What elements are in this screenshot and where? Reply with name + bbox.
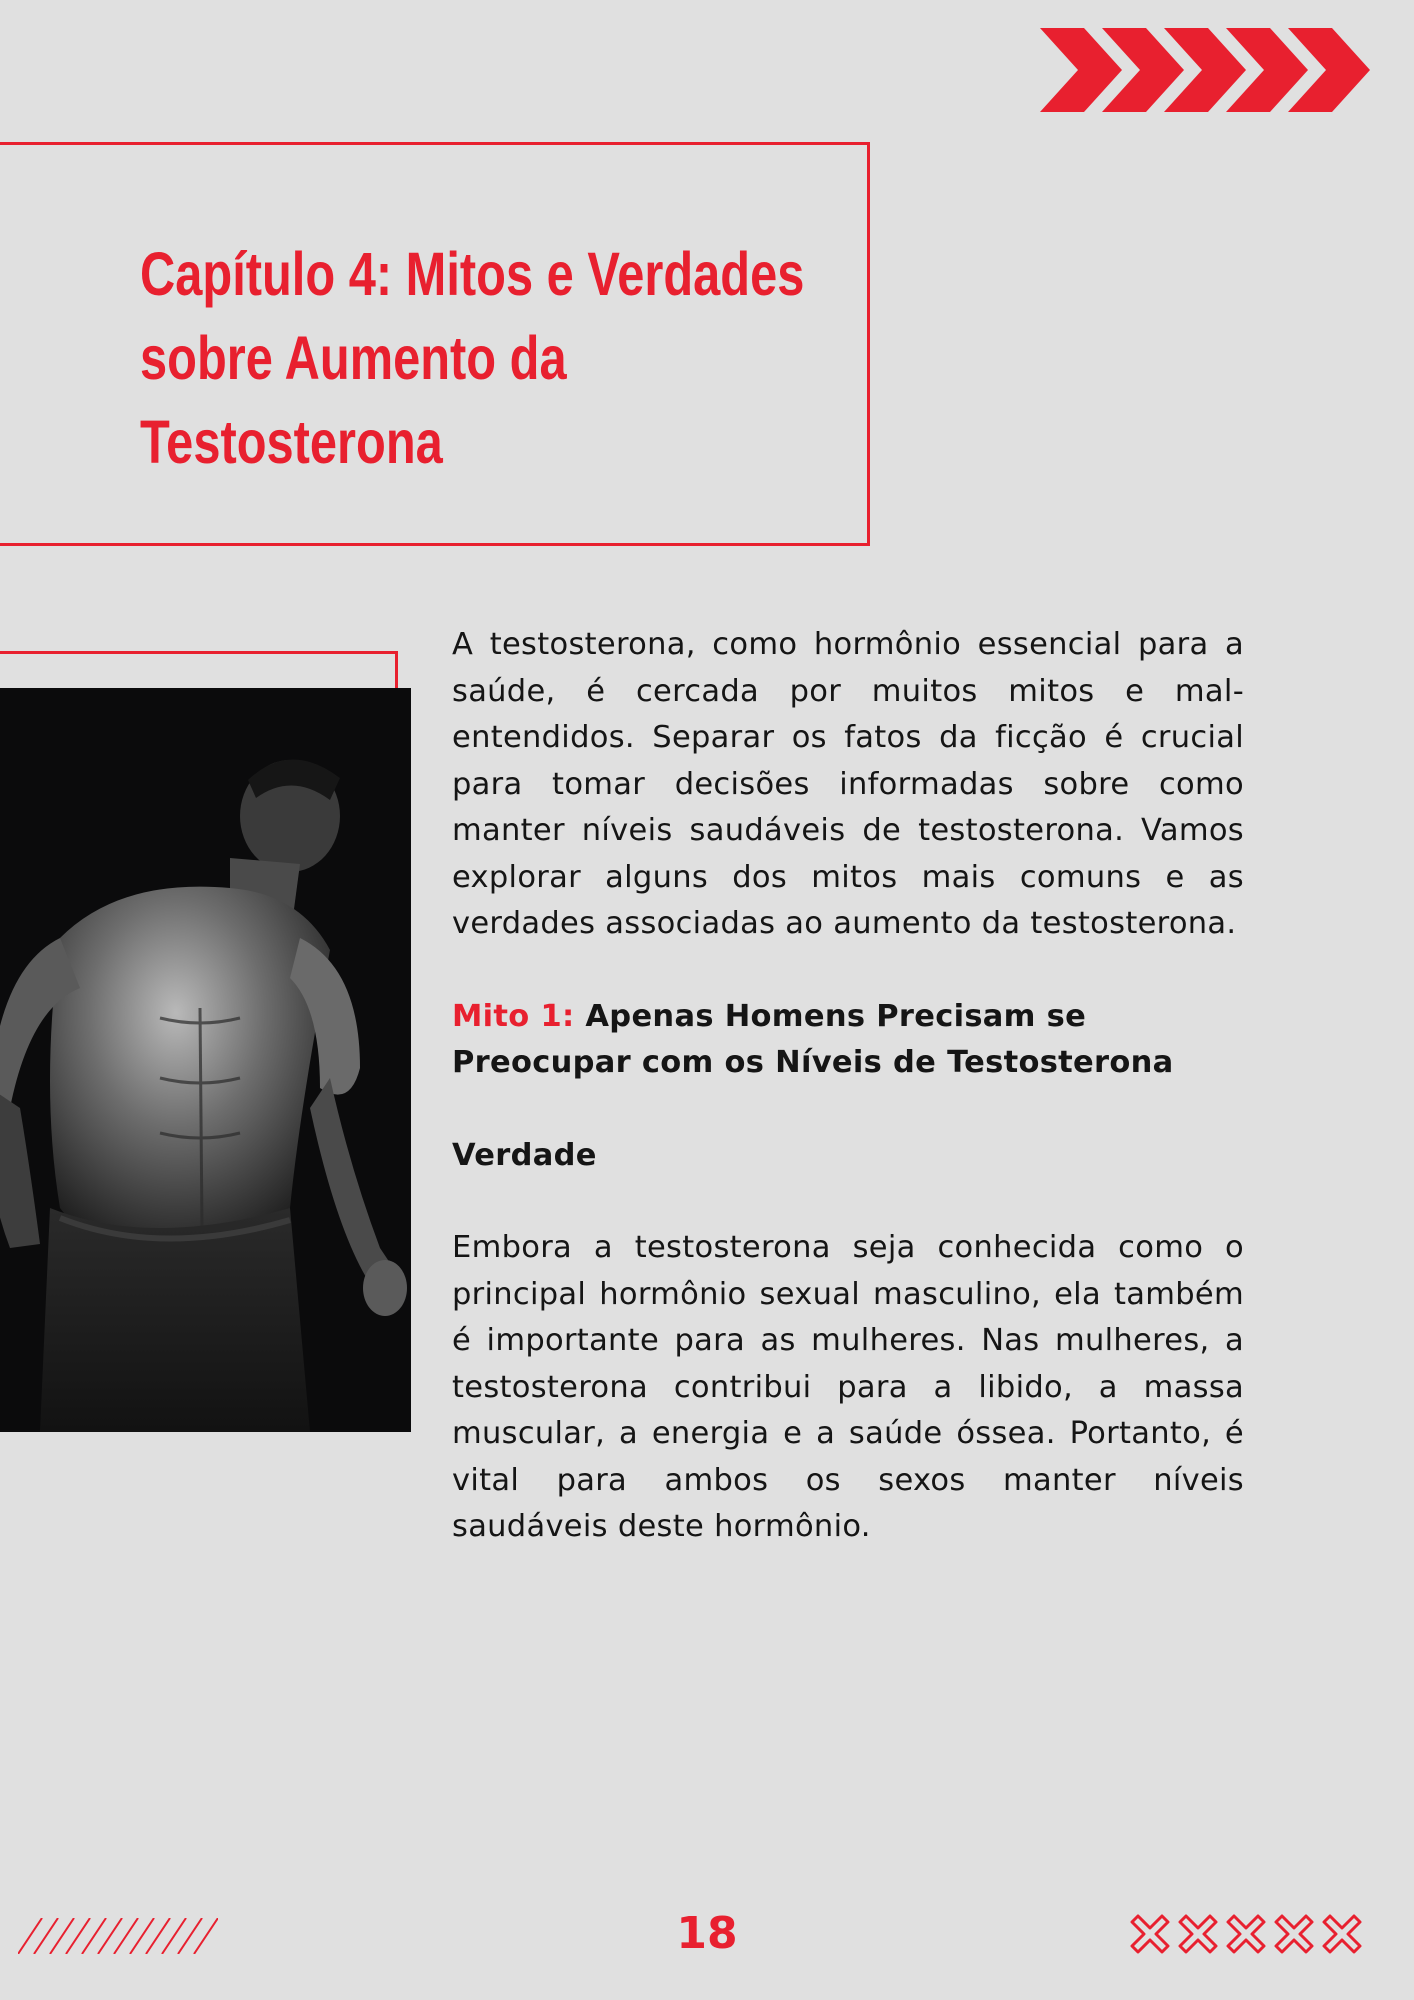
myth-text: Apenas Homens Precisam se Preocupar com os Níveis de Testosterona: [452, 998, 1174, 1080]
truth-paragraph: Embora a testosterona seja conhecida como o principal hormônio sexual masculino, ela também é importante para as mulheres. Nas mulheres, a testosterona contribui para a libido, a massa muscular, a energia e a saúde óssea. Portanto, é vital para ambos os sexos manter níveis saudáveis deste hormônio.: [452, 1230, 1244, 1544]
page-number: 18: [676, 1908, 738, 1959]
diagonal-stripes-decoration-icon: [18, 1918, 218, 1954]
truth-heading: Verdade: [452, 1137, 597, 1173]
crosses-decoration-icon: [1128, 1912, 1364, 1956]
content-column: [452, 622, 1244, 1551]
athlete-silhouette-icon: [0, 688, 411, 1432]
myth-label: Mito 1:: [452, 998, 575, 1034]
myth-heading: [452, 994, 1244, 1087]
chevrons-decoration-icon: [1040, 28, 1376, 112]
chapter-title: Capítulo 4: Mitos e Verdades sobre Aumento da Testosterona: [140, 240, 805, 476]
athlete-photo: [0, 688, 411, 1432]
intro-paragraph: A testosterona, como hormônio essencial para a saúde, é cercada por muitos mitos e mal-entendidos. Separar os fatos da ficção é crucial para tomar decisões informadas sobre como manter níveis saudáveis de testosterona. Vamos explorar alguns dos mitos mais comuns e as verdades associadas ao aumento da testosterona.: [452, 627, 1244, 941]
